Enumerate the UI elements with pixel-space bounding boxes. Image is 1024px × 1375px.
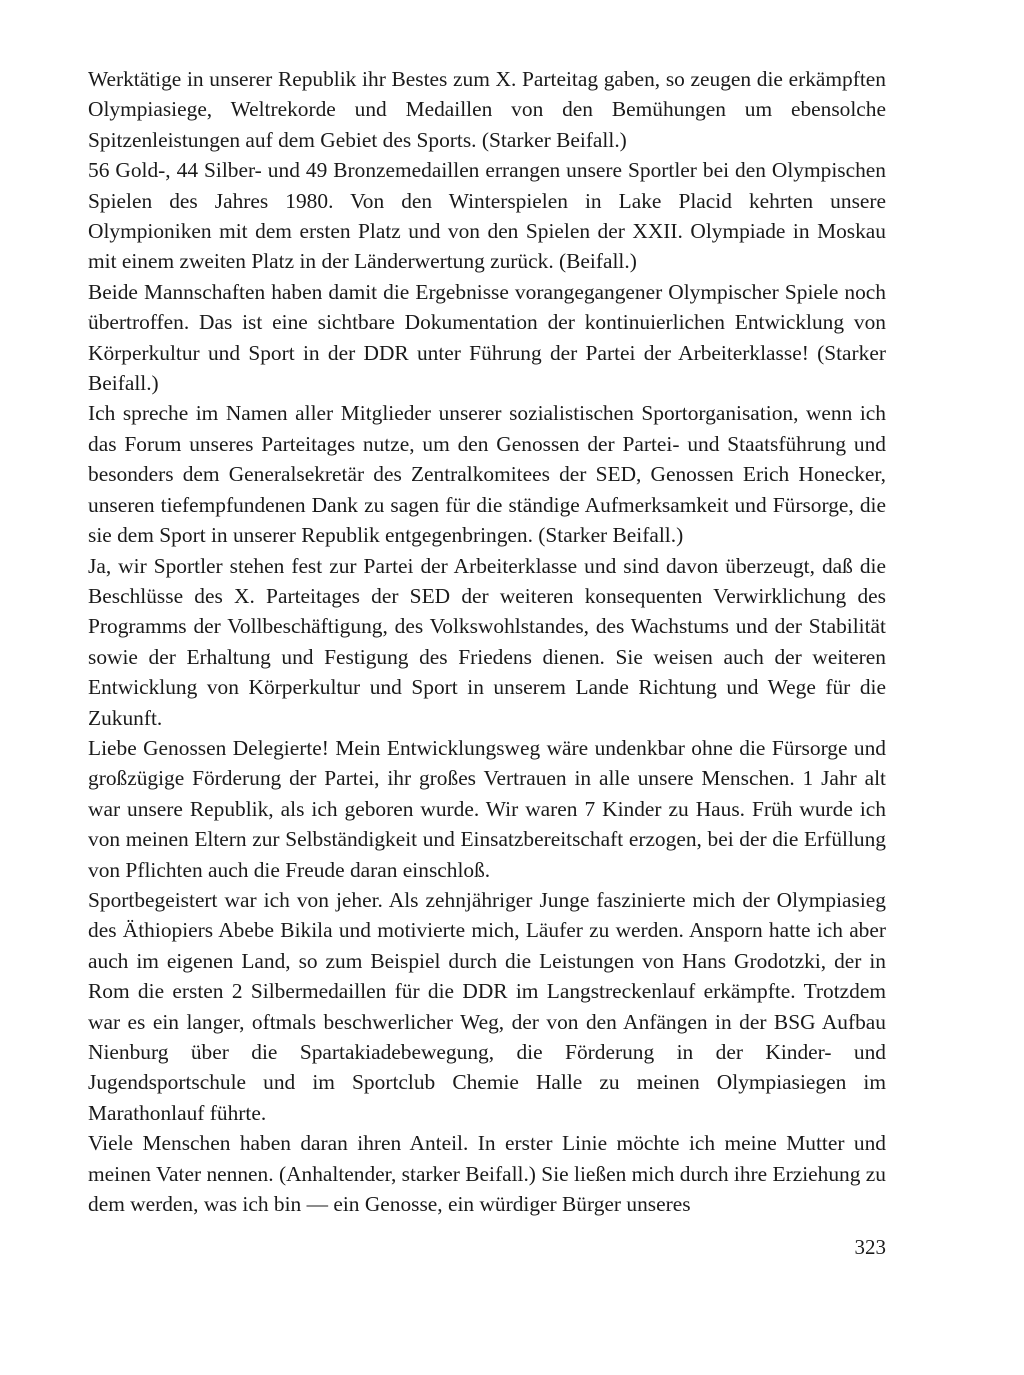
- paragraph-2: 56 Gold-, 44 Silber- und 49 Bronzemedaillen errangen unsere Sportler bei den Olympischen Spielen des Jahres 1980. Von den Winterspielen in Lake Placid kehrten unsere Olympioniken mit dem ersten Platz und von den Spielen der XXII. Olympiade in Moskau mit einem zweiten Platz in der Länderwertung zurück. (Beifall.): [88, 158, 886, 274]
- page-number: 323: [854, 1235, 886, 1259]
- document-page: [88, 64, 886, 1219]
- paragraph-3: Beide Mannschaften haben damit die Ergebnisse vorangegangener Olympischer Spiele noch übertroffen. Das ist eine sichtbare Dokumentation der kontinuierlichen Entwicklung von Körperkultur und Sport in der DDR unter Führung der Partei der Arbeiterklasse! (Starker Beifall.): [88, 279, 886, 396]
- paragraph-7: Sportbegeistert war ich von jeher. Als zehnjähriger Junge faszinierte mich der Olympiasieg des Äthiopiers Abebe Bikila und motivierte mich, Läufer zu werden. Ansporn hatte ich aber auch im eigenen Land, so zum Beispiel durch die Leistungen von Hans Grodotzki, der in Rom die ersten 2 Silbermedaillen für die DDR im Langstreckenlauf erkämpfte. Trotzdem war es ein langer, oftmals beschwerlicher Weg, der von den Anfängen in der BSG Aufbau Nienburg über die Spartakiadebewegung, die Förderung in der Kinder- und Jugendsportschule und im Sportclub Chemie Halle zu meinen Olympiasiegen im Marathonlauf führte.: [88, 887, 886, 1125]
- paragraph-8: Viele Menschen haben daran ihren Anteil. In erster Linie möchte ich meine Mutter und meinen Vater nennen. (Anhaltender, starker Beifall.) Sie ließen mich durch ihre Erziehung zu dem werden, was ich bin — ein Genosse, ein würdiger Bürger unseres: [88, 1131, 886, 1217]
- paragraph-4: Ich spreche im Namen aller Mitglieder unserer sozialistischen Sportorganisation, wenn ich das Forum unseres Parteitages nutze, um den Genossen der Partei- und Staatsführung und besonders dem Generalsekretär des Zentralkomitees der SED, Genossen Erich Honecker, unseren tiefempfundenen Dank zu sagen für die ständige Aufmerksamkeit und Fürsorge, die sie dem Sport in unserer Republik entgegenbringen. (Starker Beifall.): [88, 401, 886, 548]
- paragraph-6: Liebe Genossen Delegierte! Mein Entwicklungsweg wäre undenkbar ohne die Fürsorge und großzügige Förderung der Partei, ihr großes Vertrauen in alle unsere Menschen. 1 Jahr alt war unsere Republik, als ich geboren wurde. Wir waren 7 Kinder zu Haus. Früh wurde ich von meinen Eltern zur Selbständigkeit und Einsatzbereitschaft erzogen, bei der die Erfüllung von Pflichten auch die Freude daran einschloß.: [88, 735, 886, 882]
- paragraph-1: Werktätige in unserer Republik ihr Bestes zum X. Parteitag gaben, so zeugen die erkämpften Olympiasiege, Weltrekorde und Medaillen von den Bemühungen um ebensolche Spitzenleistungen auf dem Gebiet des Sports. (Starker Beifall.): [88, 67, 886, 152]
- paragraph-5: Ja, wir Sportler stehen fest zur Partei der Arbeiterklasse und sind davon überzeugt, daß die Beschlüsse des X. Parteitages der SED der weiteren konsequenten Verwirklichung des Programms der Vollbeschäftigung, des Volkswohlstandes, des Wachstums und der Stabilität sowie der Erhaltung und Festigung des Friedens dienen. Sie weisen auch der weiteren Entwicklung von Körperkultur und Sport in unserem Lande Richtung und Wege für die Zukunft.: [88, 553, 886, 730]
